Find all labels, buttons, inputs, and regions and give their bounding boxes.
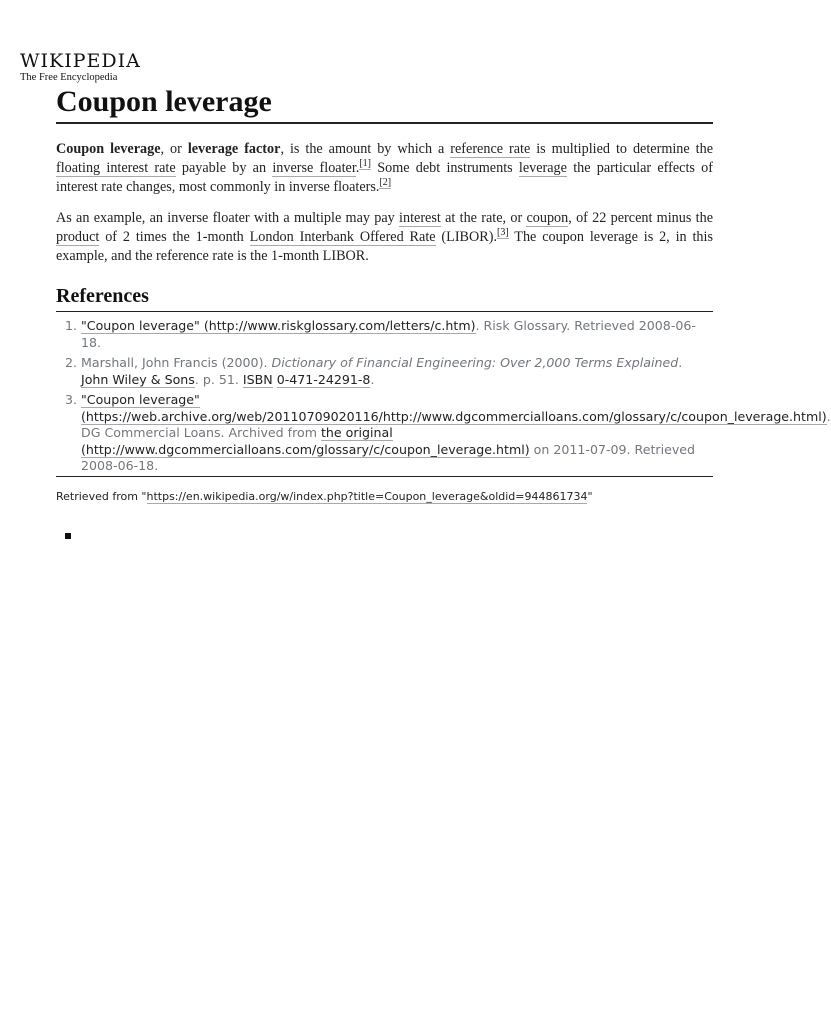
reference-text: . (370, 371, 375, 387)
references-heading: References (56, 283, 713, 312)
retrieved-suffix: " (587, 490, 593, 503)
text-run: , or (160, 141, 188, 157)
retrieved-prefix: Retrieved from " (56, 490, 147, 503)
text-run: , is the amount by which a (280, 141, 451, 157)
reference-text: . (678, 355, 683, 370)
reference-book-title: Dictionary of Financial Engineering: Over 2,000 Terms Explained (271, 355, 679, 370)
text-run: (LIBOR). (435, 229, 497, 245)
link-libor[interactable]: London Interbank Offered Rate (249, 229, 436, 245)
reference-text: Marshall, John Francis (2000). (81, 355, 272, 370)
link-floating-interest-rate[interactable]: floating interest rate (56, 160, 176, 176)
bullet-marker (65, 533, 71, 539)
text-run: of 2 times the 1-month (99, 229, 250, 245)
isbn-label-link[interactable]: ISBN (242, 371, 273, 387)
reference-item (65, 392, 831, 475)
publisher-link[interactable]: John Wiley & Sons (81, 371, 195, 387)
reference-text: . Risk Glossary. Retrieved 2008-06-18. (81, 318, 696, 350)
reference-number: 2. (65, 355, 78, 370)
page-title: Coupon leverage (56, 84, 713, 124)
reference-item (65, 355, 713, 388)
citation-1[interactable] (359, 158, 371, 170)
link-interest[interactable]: interest (399, 210, 441, 226)
permanent-link[interactable]: https://en.wikipedia.org/w/index.php?title=Coupon_leverage&oldid=944861734 (146, 490, 588, 503)
original-link[interactable]: the original (http://www.dgcommercialloans.com/glossary/c/coupon_leverage.html) (81, 425, 530, 457)
citation-label: [1] (359, 158, 371, 170)
citation-3[interactable] (497, 227, 509, 239)
reference-text: on 2011-07-09. Retrieved 2008-06-18. (81, 441, 696, 473)
logo-wordmark: WIKIPEDIA (20, 50, 141, 72)
bold-term: Coupon leverage (56, 141, 161, 157)
example-paragraph (56, 209, 713, 266)
bold-term: leverage factor (187, 141, 281, 157)
reference-item (65, 318, 713, 351)
reference-number: 3. (65, 392, 78, 407)
reference-link[interactable]: "Coupon leverage" (https://web.archive.org/web/20110709020116/http://www.dgcommercialloans.com/glossary/c/coupon_leverage.html) (81, 392, 827, 424)
wikipedia-logo[interactable] (20, 50, 160, 84)
isbn-link[interactable]: 0-471-24291-8 (276, 371, 371, 387)
text-run: is multiplied to determine the (530, 141, 713, 157)
reference-link[interactable]: "Coupon leverage" (http://www.riskglossary.com/letters/c.htm) (81, 318, 476, 333)
text-run: The coupon leverage is 2, in this example, and the reference rate is the 1-month LIBOR. (56, 229, 713, 264)
citation-label: [2] (379, 177, 392, 189)
reference-text: . DG Commercial Loans. Archived from (81, 408, 831, 440)
lead-paragraph (56, 140, 713, 197)
link-leverage[interactable]: leverage (518, 160, 567, 176)
text-run: payable by an (175, 160, 273, 176)
references-list (65, 318, 831, 475)
reference-text: . p. 51. (194, 371, 243, 387)
link-inverse-floater[interactable]: inverse floater (272, 160, 356, 176)
text-run: , of 22 percent minus the (568, 210, 713, 226)
text-run: Some debt instruments (370, 160, 519, 176)
link-reference-rate[interactable]: reference rate (450, 141, 531, 157)
text-run: As an example, an inverse floater with a multiple may pay (56, 210, 400, 226)
text-run: . (355, 160, 360, 176)
text-run: the particular effects of interest rate changes, most commonly in inverse floaters. (56, 160, 713, 195)
logo-tagline: The Free Encyclopedia (20, 72, 118, 83)
retrieved-from (56, 489, 713, 504)
link-coupon[interactable]: coupon (526, 210, 569, 226)
text-run: at the rate, or (440, 210, 527, 226)
citation-label: [3] (497, 227, 509, 239)
reference-number: 1. (65, 318, 78, 333)
citation-2[interactable] (379, 177, 391, 189)
content-divider (56, 476, 713, 477)
link-product[interactable]: product (56, 229, 100, 245)
